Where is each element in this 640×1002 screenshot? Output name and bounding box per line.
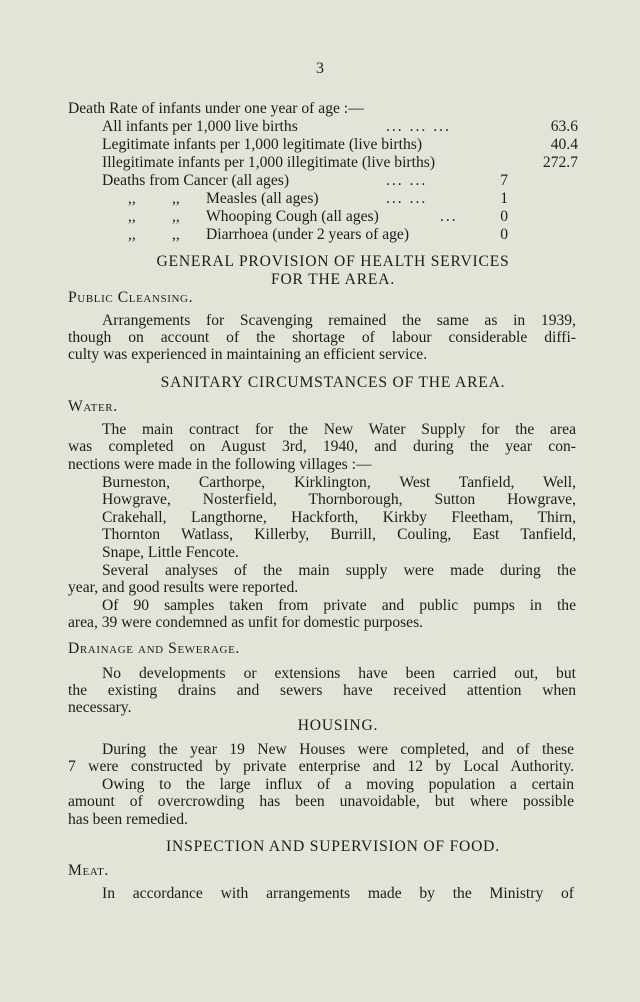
deaths-measles-dots: ... ... (386, 190, 428, 207)
deaths-diarrhoea-value: 0 (500, 226, 508, 243)
infant-row-all-label: All infants per 1,000 live births (102, 118, 298, 135)
paragraph-line: amount of overcrowding has been unavoidable, but where possible (68, 793, 574, 810)
page-number: 3 (316, 60, 324, 77)
village-line: Thornton Watlass, Killerby, Burrill, Couling, East Tanfield, (102, 526, 576, 543)
paragraph-line: Arrangements for Scavenging remained the same as in 1939, (102, 312, 576, 329)
village-line: Burneston, Carthorpe, Kirklington, West Tanfield, Well, (102, 474, 576, 491)
paragraph-line: though on account of the shortage of labour considerable diffi- (68, 329, 576, 346)
deaths-cancer-label: Deaths from Cancer (all ages) (102, 172, 290, 189)
paragraph-line: culty was experienced in maintaining an efficient service. (68, 346, 428, 363)
general-heading-line1: GENERAL PROVISION OF HEALTH SERVICES (156, 253, 510, 270)
infant-row-illegit-label: Illegitimate infants per 1,000 illegitimate (live births) (102, 154, 436, 171)
infant-death-intro: Death Rate of infants under one year of age :— (68, 100, 364, 117)
paragraph-line: The main contract for the New Water Supply for the area (102, 421, 576, 438)
drainage-subheading: Drainage and Sewerage. (68, 640, 240, 657)
meat-subheading: Meat. (68, 862, 109, 879)
paragraph-line: Several analyses of the main supply were made during the (102, 562, 576, 579)
deaths-measles-value: 1 (500, 190, 508, 207)
deaths-whooping-dots: ... (440, 208, 458, 225)
infant-row-legit-label: Legitimate infants per 1,000 legitimate (live births) (102, 136, 423, 153)
deaths-whooping-value: 0 (500, 208, 508, 225)
paragraph-line: Of 90 samples taken from private and public pumps in the (102, 597, 576, 614)
paragraph-line: During the year 19 New Houses were completed, and of these (102, 741, 574, 758)
paragraph-line: year, and good results were reported. (68, 579, 299, 596)
infant-row-all-value: 63.6 (550, 118, 578, 135)
village-line: Howgrave, Nosterfield, Thornborough, Sutton Howgrave, (102, 491, 576, 508)
infant-row-legit-value: 40.4 (550, 136, 578, 153)
general-heading-line2: FOR THE AREA. (270, 271, 396, 288)
ditto-mark: ,, (128, 208, 136, 225)
infant-row-illegit-value: 272.7 (542, 154, 578, 171)
paragraph-line: area, 39 were condemned as unfit for domestic purposes. (68, 614, 424, 631)
paragraph-line: the existing drains and sewers have received attention when (68, 682, 576, 699)
deaths-cancer-value: 7 (500, 172, 508, 189)
deaths-cancer-dots: ... ... (386, 172, 428, 189)
village-line: Snape, Little Fencote. (102, 544, 239, 561)
ditto-mark: ,, (128, 190, 136, 207)
village-line: Crakehall, Langthorne, Hackforth, Kirkby Fleetham, Thirn, (102, 509, 576, 526)
paragraph-line: No developments or extensions have been carried out, but (102, 665, 576, 682)
paragraph-line: Owing to the large influx of a moving population a certain (102, 776, 574, 793)
public-cleansing-subheading: Public Cleansing. (68, 289, 194, 306)
food-heading: INSPECTION AND SUPERVISION OF FOOD. (166, 838, 500, 855)
infant-row-all-dots: ... ... ... (386, 118, 451, 135)
paragraph-line: was completed on August 3rd, 1940, and during the year con- (68, 438, 576, 455)
ditto-mark: ,, (128, 226, 136, 243)
sanitary-heading: SANITARY CIRCUMSTANCES OF THE AREA. (160, 374, 506, 391)
ditto-mark: ,, (172, 208, 180, 225)
deaths-measles-label: Measles (all ages) (206, 190, 319, 207)
paragraph-line: has been remedied. (68, 811, 188, 828)
housing-heading: HOUSING. (297, 717, 379, 734)
paragraph-line: 7 were constructed by private enterprise and 12 by Local Authority. (68, 758, 574, 775)
ditto-mark: ,, (172, 190, 180, 207)
water-subheading: Water. (68, 398, 118, 415)
paragraph-line: nections were made in the following villages :— (68, 456, 372, 473)
ditto-mark: ,, (172, 226, 180, 243)
paragraph-line: In accordance with arrangements made by the Ministry of (102, 885, 574, 902)
deaths-whooping-label: Whooping Cough (all ages) (206, 208, 379, 225)
deaths-diarrhoea-label: Diarrhoea (under 2 years of age) (206, 226, 410, 243)
paragraph-line: necessary. (68, 699, 132, 716)
